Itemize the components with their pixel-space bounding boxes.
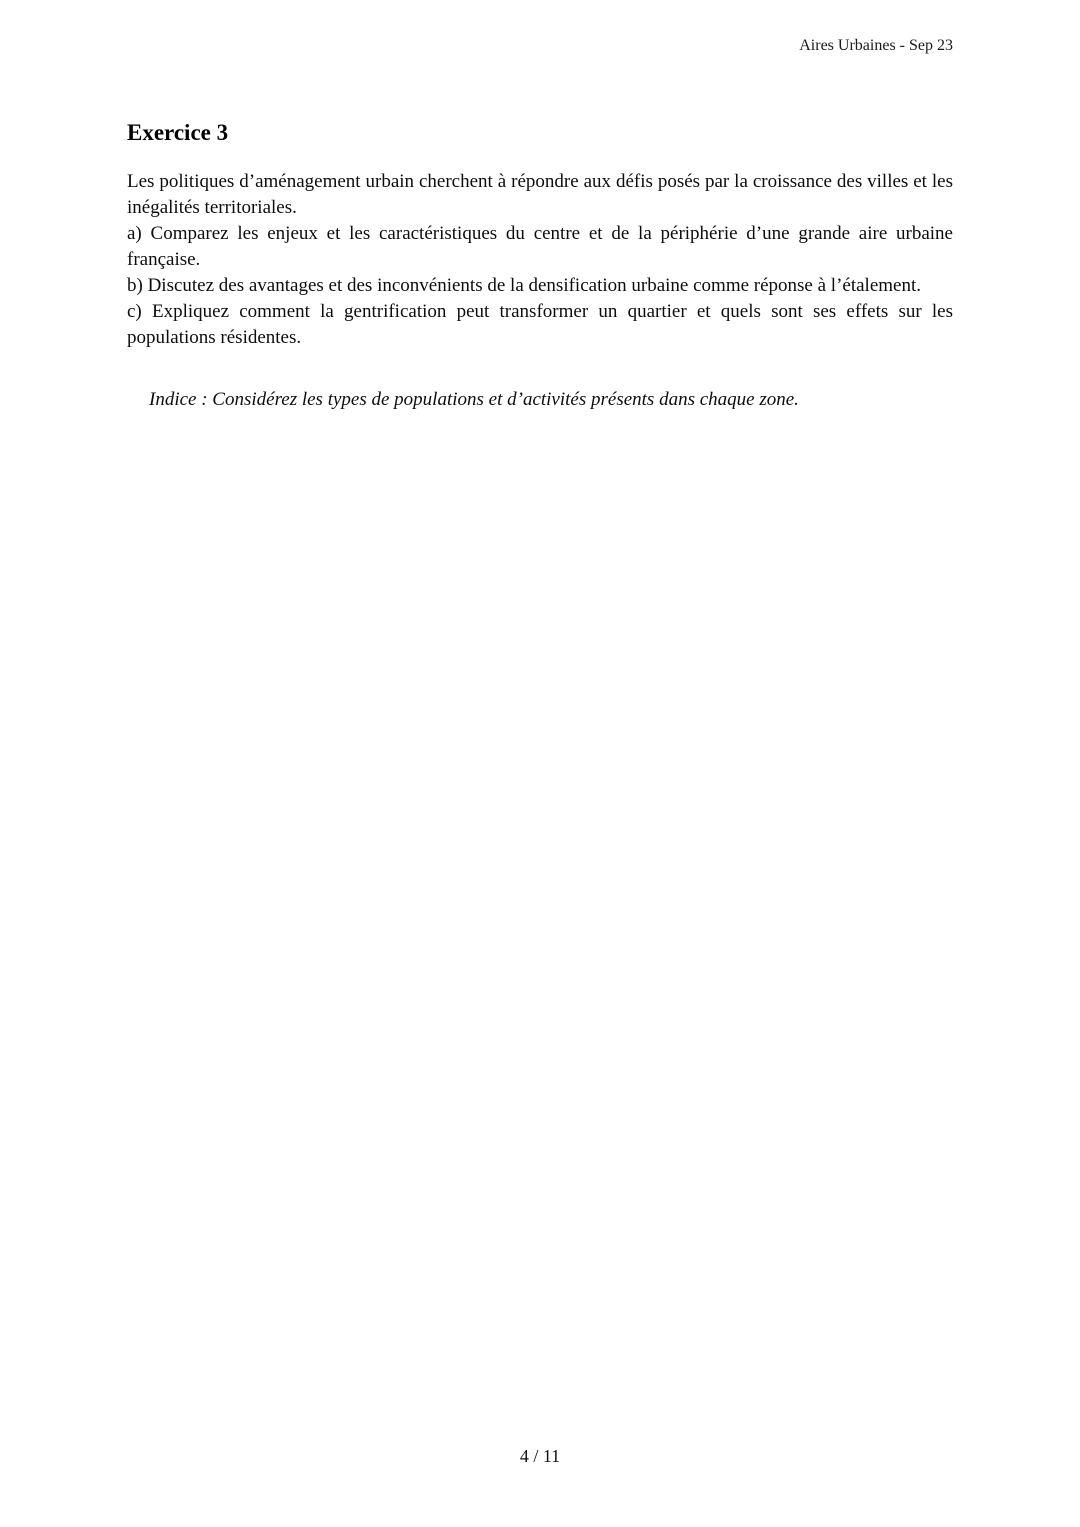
exercise-question-a: a) Comparez les enjeux et les caractéristiques du centre et de la périphérie d’une grande aire urbaine française. xyxy=(127,223,953,270)
page-number: 4 / 11 xyxy=(519,1446,561,1466)
page-header xyxy=(127,36,953,55)
exercise-question-c: c) Expliquez comment la gentrification peut transformer un quartier et quels sont ses effets sur les populations résidentes. xyxy=(127,301,953,348)
header-title-text: Aires Urbaines - Sep 23 xyxy=(799,37,953,54)
exercise-intro: Les politiques d’aménagement urbain cherchent à répondre aux défis posés par la croissance des villes et les inégalités territoriales. xyxy=(127,171,953,218)
page-footer xyxy=(0,1446,1080,1467)
exercise-hint: Indice : Considérez les types de populations et d’activités présents dans chaque zone. xyxy=(149,389,799,410)
exercise-title: Exercice 3 xyxy=(127,120,229,145)
exercise-question-b: b) Discutez des avantages et des inconvénients de la densification urbaine comme réponse à l’étalement. xyxy=(127,275,922,296)
exercise-body xyxy=(127,169,953,413)
